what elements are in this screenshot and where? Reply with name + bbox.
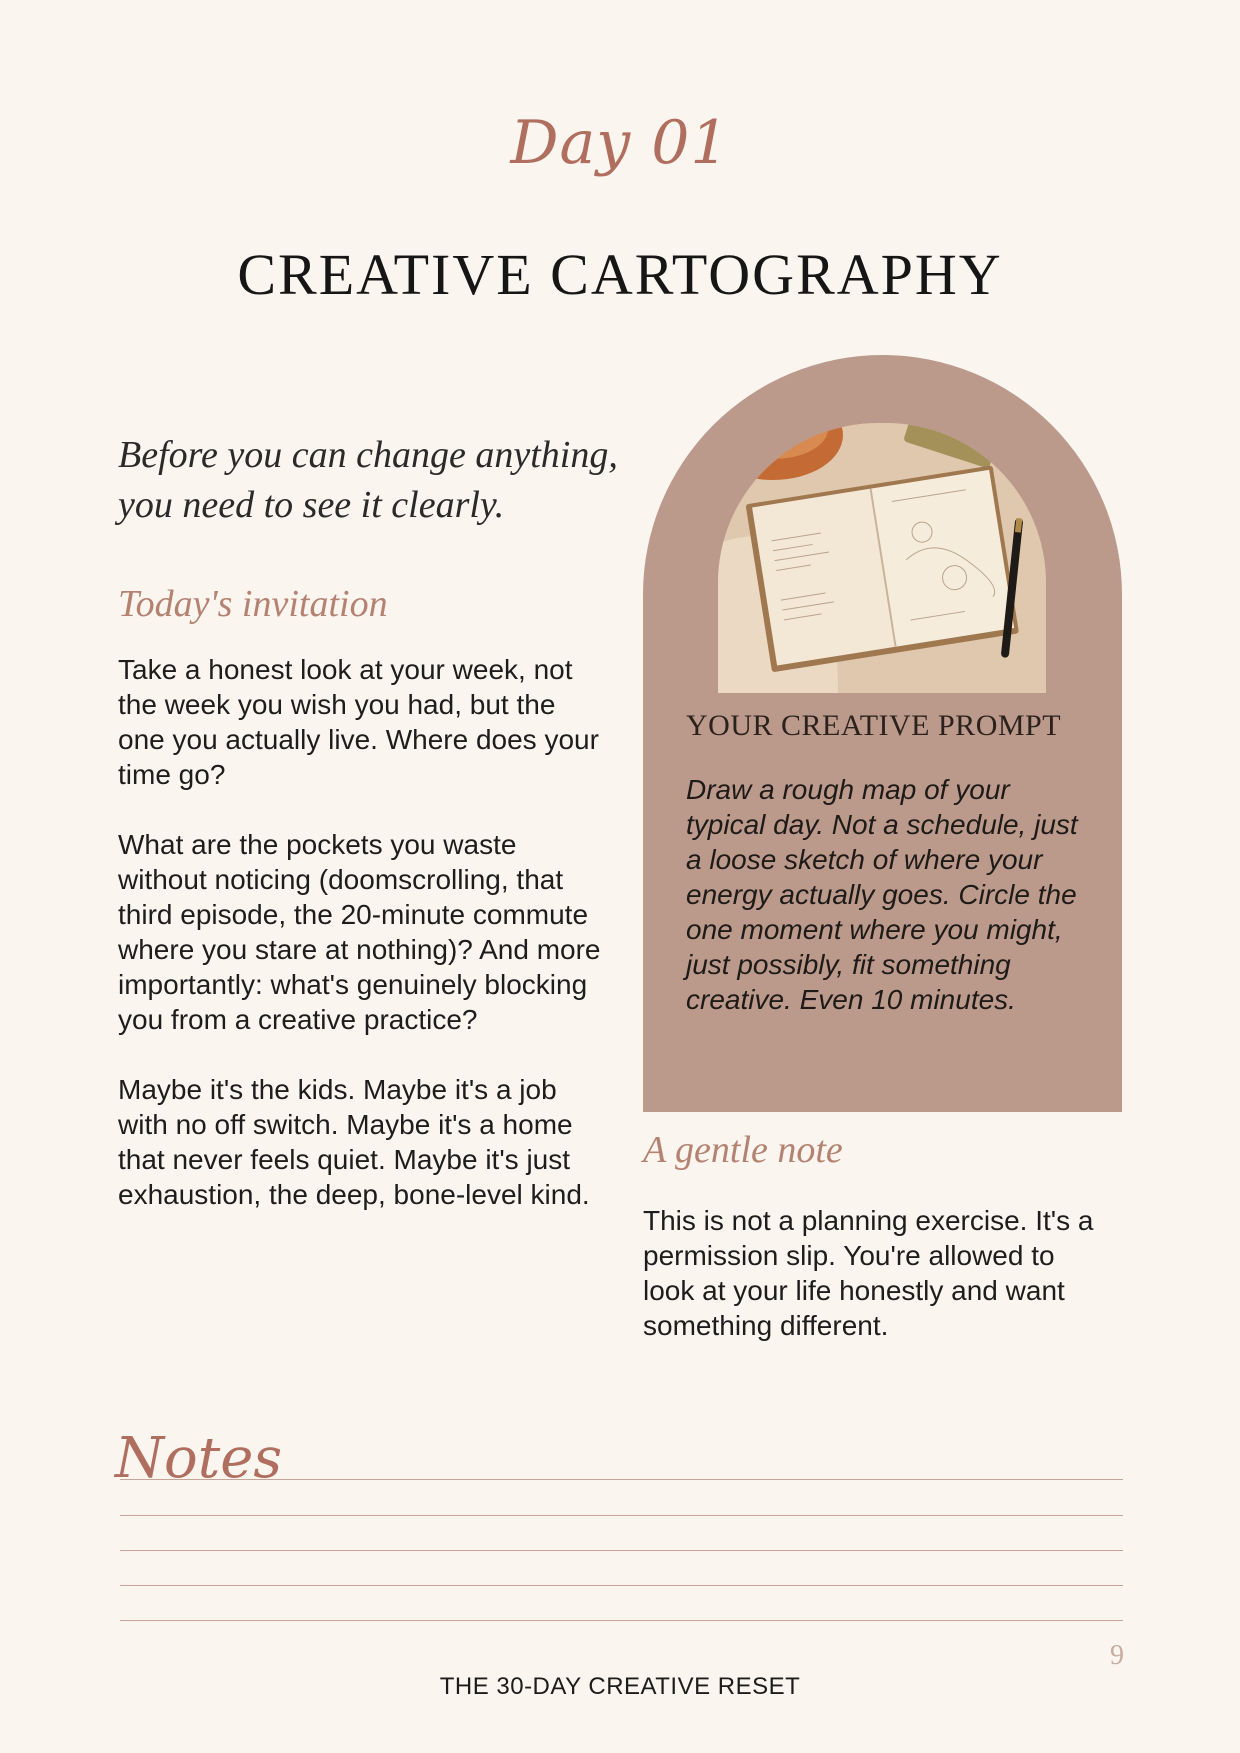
notes-label: Notes — [115, 1426, 283, 1491]
gentle-note-heading: A gentle note — [643, 1129, 843, 1171]
invitation-body — [118, 652, 608, 1247]
day-label: Day 01 — [510, 108, 730, 178]
invitation-paragraph: What are the pockets you waste without noticing (doomscrolling, that third episode, the 20-minute commute where you stare at nothing)? And more importantly: what's genuinely blocking you from a creative practice? — [118, 829, 601, 1035]
prompt-heading: YOUR CREATIVE PROMPT — [686, 709, 1062, 742]
lead-quote: Before you can change anything, you need to see it clearly. — [118, 434, 618, 526]
note-line[interactable] — [120, 1479, 1123, 1480]
footer-title: THE 30-DAY CREATIVE RESET — [439, 1673, 801, 1700]
invitation-heading: Today's invitation — [118, 583, 388, 625]
invitation-paragraph: Take a honest look at your week, not the week you wish you had, but the one you actually live. Where does your time go? — [118, 654, 599, 790]
note-line[interactable] — [120, 1620, 1123, 1621]
invitation-paragraph: Maybe it's the kids. Maybe it's a job with no off switch. Maybe it's a home that never feels quiet. Maybe it's just exhaustion, the deep, bone-level kind. — [118, 1074, 590, 1210]
page-title: CREATIVE CARTOGRAPHY — [237, 242, 1003, 307]
page-number: 9 — [1110, 1640, 1124, 1671]
note-line[interactable] — [120, 1550, 1123, 1551]
prompt-text: Draw a rough map of your typical day. Not a schedule, just a loose sketch of where your energy actually goes. Circle the one moment where you might, just possibly, fit something creative. Even 10 minutes. — [686, 774, 1078, 1015]
gentle-note-text: This is not a planning exercise. It's a permission slip. You're allowed to look at your life honestly and want something different. — [643, 1205, 1094, 1341]
note-line[interactable] — [120, 1585, 1123, 1586]
note-line[interactable] — [120, 1515, 1123, 1516]
